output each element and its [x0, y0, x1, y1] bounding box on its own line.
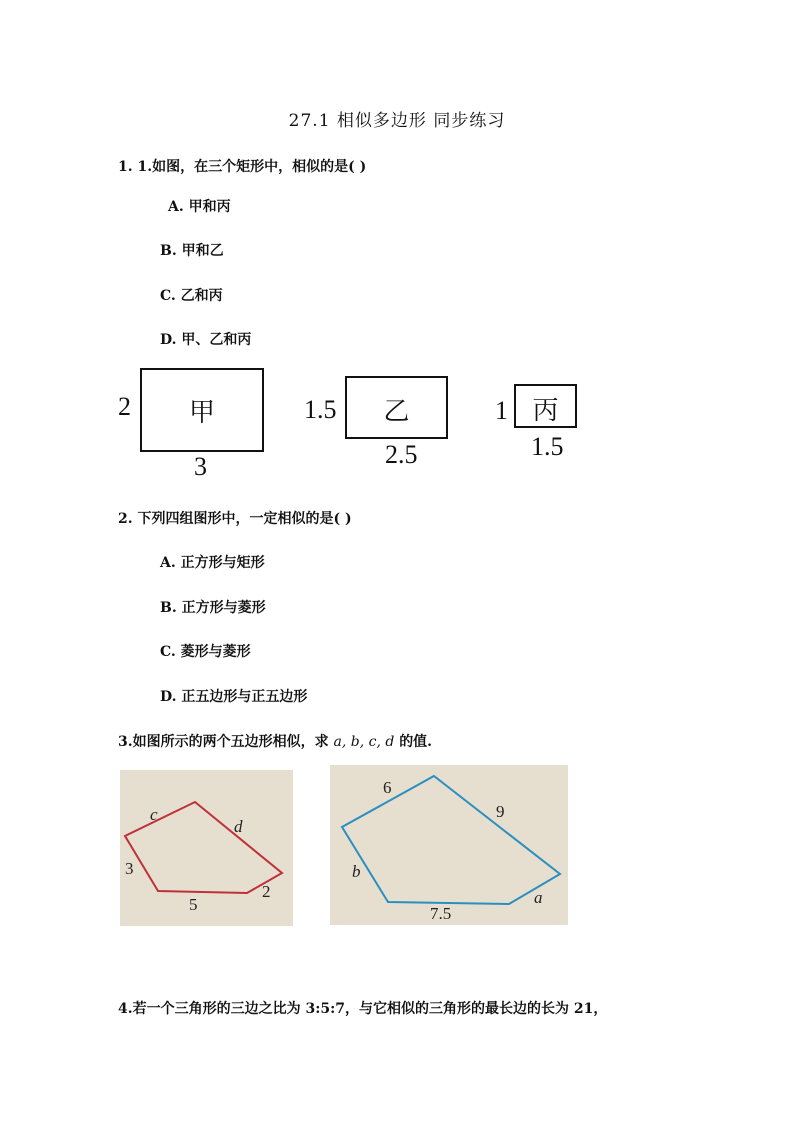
q4-stem: 4.若一个三角形的三边之比为 3:5:7，与它相似的三角形的最长边的长为 21，	[118, 1001, 608, 1017]
q1-option-b: B. 甲和乙	[160, 243, 224, 259]
right-pentagon-shape	[342, 776, 560, 904]
q3-stem-vars: a, b, c, d	[333, 734, 395, 750]
right-label-b: b	[352, 862, 361, 881]
rect-bing-height: 1	[495, 396, 508, 425]
right-label-a: a	[534, 888, 543, 907]
right-pentagon-figure	[330, 765, 568, 925]
rect-jia-height: 2	[118, 392, 131, 421]
q1-option-d: D. 甲、乙和丙	[160, 332, 252, 348]
q2-stem: 2. 下列四组图形中，一定相似的是( )	[118, 511, 352, 527]
q2-option-a: A. 正方形与矩形	[160, 555, 265, 571]
rect-bing-label: 丙	[532, 396, 559, 426]
q3-stem-suffix: 的值.	[399, 734, 433, 750]
rect-bing-width: 1.5	[531, 432, 564, 461]
left-label-5: 5	[189, 895, 198, 914]
page-title: 27.1 相似多边形 同步练习	[288, 111, 506, 131]
q1-stem: 1. 1.如图，在三个矩形中，相似的是( )	[118, 159, 367, 175]
left-pentagon-figure	[120, 770, 293, 926]
right-label-6: 6	[383, 778, 392, 797]
left-label-3: 3	[125, 859, 134, 878]
rect-jia-width: 3	[194, 452, 207, 481]
q2-option-c: C. 菱形与菱形	[160, 644, 251, 660]
rect-jia-label: 甲	[188, 398, 215, 428]
rect-yi-height: 1.5	[304, 395, 337, 424]
left-label-d: d	[234, 817, 243, 836]
rect-yi-label: 乙	[383, 397, 410, 427]
left-label-c: c	[150, 805, 158, 824]
q2-option-b: B. 正方形与菱形	[160, 600, 266, 616]
left-label-2: 2	[262, 882, 271, 901]
right-label-9: 9	[496, 802, 505, 821]
q3-stem-prefix: 3.如图所示的两个五边形相似，求	[118, 734, 329, 750]
q1-option-c: C. 乙和丙	[160, 288, 223, 304]
right-label-7-5: 7.5	[430, 904, 452, 923]
left-pentagon-shape	[125, 802, 282, 893]
q2-option-d: D. 正五边形与正五边形	[160, 689, 308, 705]
q1-option-a: A. 甲和丙	[168, 199, 231, 215]
q3-stem	[118, 731, 432, 751]
rect-yi-width: 2.5	[385, 440, 418, 469]
